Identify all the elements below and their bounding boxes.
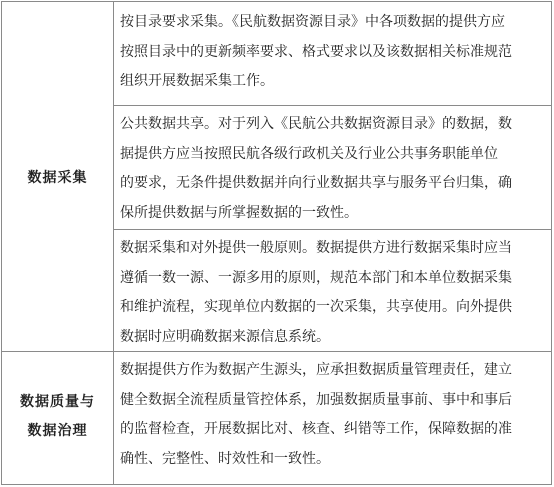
text-line: 数据采集和对外提供一般原则。数据提供方进行数据采集时应当 (120, 240, 512, 256)
text-line: 保所提供数据与所掌握数据的一致性。 (120, 204, 358, 221)
section-label-data-quality (2, 388, 113, 446)
section-label-line: 数据质量与 (20, 394, 95, 410)
text-line: 的监督检查，开展数据比对、核查、纠错等工作，保障数据的准 (120, 421, 512, 437)
cell-data-quality (120, 356, 546, 474)
row-divider (113, 229, 551, 230)
text-line: 数据时应明确数据来源信息系统。 (120, 328, 330, 345)
cell-collect-by-catalog (120, 8, 546, 97)
text-line: 按照目录中的更新频率要求、格式要求以及该数据相关标准规范 (120, 43, 512, 60)
text-line: 健全数据全流程质量管控体系，加强数据质量事前、事中和事后 (120, 391, 512, 408)
text-line: 遵循一数一源、一源多用的原则，规范本部门和本单位数据采集 (120, 269, 512, 286)
cell-collection-principles (120, 234, 546, 352)
text-line: 按目录要求采集。《民航数据资源目录》中各项数据的提供方应 (120, 14, 505, 30)
section-label-line: 数据治理 (27, 423, 88, 439)
column-divider (113, 2, 114, 484)
text-line: 组织开展数据采集工作。 (120, 73, 274, 89)
section-label-data-collection: 数据采集 (27, 170, 88, 186)
content-table (1, 1, 552, 485)
row-divider (113, 105, 551, 106)
text-line: 确性、完整性、时效性和一致性。 (120, 450, 330, 467)
text-line: 的要求，无条件提供数据并向行业数据共享与服务平台归集，确 (120, 175, 512, 191)
text-line: 据提供方应当按照民航各级行政机关及行业公共事务职能单位 (120, 145, 498, 162)
text-line: 公共数据共享。对于列入《民航公共数据资源目录》的数据，数 (120, 116, 512, 132)
cell-public-data-sharing (120, 110, 546, 228)
text-line: 数据提供方作为数据产生源头，应承担数据质量管理责任，建立 (120, 362, 512, 378)
text-line: 和维护流程，实现单位内数据的一次采集，共享使用。向外提供 (120, 299, 512, 315)
